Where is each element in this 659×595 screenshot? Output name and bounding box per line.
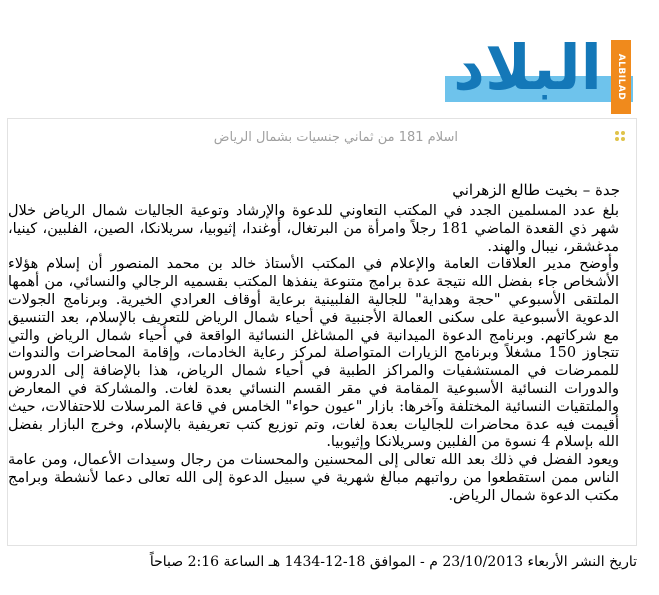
article-paragraph: وأوضح مدير العلاقات العامة والإعلام في المكتب الأستاذ خالد بن محمد المنصور أن إسلام هؤلاء الأشخاص جاء بفضل الله نتيجة عدة برامج متنوعة ينفذها المكتب بقسميه الرجالي والنسائي، من أهمها الملتقى الأسبوعي "حجة وهداية" للجالية الفلبينية برعاية أوقاف العرادي الخيرية. وبرنامج الجولات الدعوية الأسبوعية على سكنى العمالة الأجنبية في أحياء شمال الرياض للتعريف بالإسلام، بعد التنسيق مع شركاتهم. وبرنامج الدعوة الميدانية في المشاغل النسائية الواقعة في أحياء شمال الرياض والتي تتجاوز 150 مشغلاً وبرنامج الزيارات المتواصلة لمركز رعاية الخادمات، وإقامة المحاضرات والندوات للممرضات في المستشفيات والمراكز الطبية في أحياء شمال الرياض، هذا بالإضافة إلى الدروس والدورات النسائية الأسبوعية المقامة في مقر القسم النسائي بعدة لغات. والمشاركة في المعارض والملتقيات النسائية المختلفة وآخرها: بازار "عيون حواء" الخامس في قاعة المرسلات للاحتفالات، حيث أقيمت فيه عدة محاضرات للجاليات بعدة لغات، وتم توزيع كتب تعريفية بالإسلام، وخرج البازار بفضل الله بإسلام 4 نسوة من الفلبين وسريلانكا وإثيوبيا.	[8, 256, 620, 451]
logo-latin-text: ALBILAD	[616, 53, 626, 101]
logo-side-tab	[611, 40, 631, 114]
headline-row	[8, 119, 636, 155]
logo-arabic-text: البلاد	[453, 31, 602, 104]
publish-date: تاريخ النشر الأربعاء 23/10/2013 م - الموافق 18-12-1434 هـ الساعة 2:16 صباحاً	[149, 554, 637, 570]
author-line: جدة – بخيت طالع الزهراني	[452, 181, 620, 199]
article-headline: اسلام 181 من ثماني جنسيات بشمال الرياض	[213, 130, 458, 145]
article-body	[8, 203, 619, 506]
article-paragraph: بلغ عدد المسلمين الجدد في المكتب التعاوني للدعوة والإرشاد وتوعية الجاليات شمال الرياض خلال شهر ذي القعدة الماضي 181 رجلاً وامرأة من البرتغال، أوغندا، إثيوبيا، سريلانكا، الصين، الفلبين، كينيا، مدغشقر، نيبال والهند.	[8, 203, 619, 255]
albilad-logo[interactable]	[445, 26, 633, 116]
dots-bullet-icon	[614, 130, 626, 142]
article-paragraph: ويعود الفضل في ذلك بعد الله تعالى إلى المحسنين والمحسنات من رجال وسيدات الأعمال، ومن عامة الناس ممن استقطعوا من رواتبهم مبالغ شهرية في سبيل الدعوة إلى الله تعالى دعما لأنشطة وبرامج مكتب الدعوة شمال الرياض.	[8, 452, 619, 504]
article-container	[7, 118, 637, 546]
